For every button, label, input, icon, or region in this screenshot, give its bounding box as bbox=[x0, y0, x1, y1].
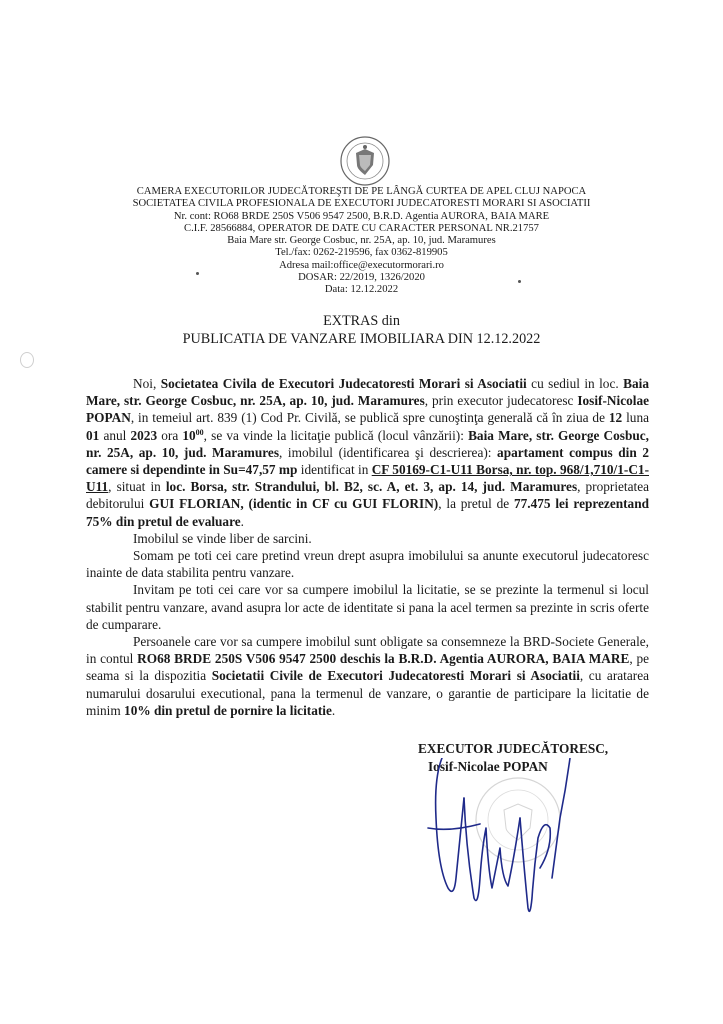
text-run: ora bbox=[157, 427, 183, 443]
text-run: , proprietatea debitorului bbox=[86, 479, 650, 512]
paragraph-announcement bbox=[86, 375, 649, 530]
property-description: apartament compus din 2 camere si dependinte in Su=47,57 mp bbox=[86, 444, 649, 478]
text-run: , cu aratarea numarului dosarului executional, pana la termenul de vanzare, o garantie de participare la licitatie de minim bbox=[86, 668, 649, 718]
text-run: , se va vinde la licitaţie publică (locul vânzării): bbox=[203, 427, 469, 443]
text-run: , prin executor judecatoresc bbox=[424, 393, 578, 409]
paragraph-invitation: Invitam pe toti cei care vor sa cumpere imobilul la licitatie, se se prezinte la termenul si locul stabilit pentru vanzare, avand asupra lor acte de identitate si pana la acel termen sa prezinte in scris oferte de cumparare. bbox=[86, 582, 649, 632]
text-run: anul bbox=[99, 427, 131, 443]
auction-minutes: 00 bbox=[195, 427, 204, 437]
auction-month: 01 bbox=[86, 427, 100, 443]
paragraph-guarantee bbox=[86, 633, 649, 719]
letterhead-email: Adresa mail:office@executormorari.ro bbox=[279, 259, 444, 271]
letterhead-company: SOCIETATEA CIVILA PROFESIONALA DE EXECUTORI JUDECATORESTI MORARI SI ASOCIATII bbox=[132, 198, 591, 210]
signature-name: Iosif-Nicolae POPAN bbox=[428, 759, 548, 774]
text-run: cu sediul in loc. bbox=[526, 376, 624, 391]
signature-strokes bbox=[428, 758, 570, 911]
bank-account: RO68 BRDE 250S V506 9547 2500 bbox=[137, 651, 337, 667]
title-line-2: PUBLICATIA DE VANZARE IMOBILIARA DIN 12.12.2022 bbox=[182, 331, 541, 347]
letterhead-chamber: CAMERA EXECUTORILOR JUDECĂTOREŞTI DE PE LÂNGĂ CURTEA DE APEL CLUJ NAPOCA bbox=[136, 186, 587, 197]
letterhead-file-number: DOSAR: 22/2019, 1326/2020 bbox=[298, 272, 425, 284]
coat-of-arms-seal-icon bbox=[339, 135, 391, 187]
starting-price: 77.475 lei reprezentand 75% din pretul de evaluare bbox=[86, 496, 649, 529]
land-registry-id: CF 50169-C1-U11 Borsa, nr. top. 968/1,710/1-C1-U11 bbox=[86, 462, 649, 495]
auction-hour: 10 bbox=[182, 427, 196, 443]
paragraph-no-encumbrances: Imobilul se vinde liber de sarcini. bbox=[133, 530, 312, 546]
property-location: loc. Borsa, str. Strandului, bl. B2, sc. A, et. 3, ap. 14, jud. Maramures bbox=[165, 479, 578, 495]
letterhead-cif: C.I.F. 28566884, OPERATOR DE DATE CU CARACTER PERSONAL NR.21757 bbox=[184, 222, 539, 234]
document-title bbox=[60, 312, 663, 348]
punch-hole-mark bbox=[20, 352, 34, 368]
speck-mark bbox=[518, 280, 521, 283]
executor-name: Iosif-Nicolae POPAN bbox=[86, 393, 649, 426]
handwritten-signature-with-stamp bbox=[420, 758, 590, 923]
text-run: , in temeiul art. 839 (1) Cod Pr. Civilă, se publică spre cunoştinţa generală că în ziua de bbox=[130, 410, 609, 426]
auction-day: 12 bbox=[608, 410, 623, 426]
signature-role: EXECUTOR JUDECĂTORESC, bbox=[418, 741, 609, 756]
guarantee-amount: 10% din pretul de pornire la licitatie bbox=[124, 702, 332, 718]
text-run: Persoanele care vor sa cumpere imobilul sunt obligate sa consemneze la BRD-Societe Generale, in contul bbox=[86, 634, 649, 667]
debtor-name: GUI FLORIAN, (identic in CF cu GUI FLORIN) bbox=[149, 496, 439, 512]
text-run: , situat in bbox=[108, 479, 166, 495]
letterhead bbox=[60, 186, 663, 297]
text-run: Noi, bbox=[133, 376, 161, 391]
text-run: , la pretul de bbox=[438, 496, 514, 512]
company-address: Baia Mare, str. George Cosbuc, nr. 25A, ap. 10, jud. Maramures bbox=[86, 376, 649, 409]
letterhead-date: Data: 12.12.2022 bbox=[324, 284, 399, 296]
text-run: , pe seama si la dispozitia bbox=[86, 651, 650, 684]
letterhead-phone: Tel./fax: 0262-219596, fax 0362-819905 bbox=[275, 247, 448, 259]
auction-location: Baia Mare, str. George Cosbuc, nr. 25A, ap. 10, jud. Maramures bbox=[86, 427, 649, 460]
auction-year: 2023 bbox=[130, 427, 158, 443]
letterhead-address: Baia Mare str. George Cosbuc, nr. 25A, ap. 10, jud. Maramures bbox=[227, 235, 496, 247]
company-name: Societatea Civila de Executori Judecatoresti Morari si Asociatii bbox=[160, 376, 527, 391]
text-run: luna bbox=[622, 410, 649, 426]
bank-branch: deschis la B.R.D. Agentia AURORA, BAIA MARE bbox=[336, 651, 630, 667]
paragraph-summons: Somam pe toti cei care pretind vreun drept asupra imobilului sa anunte executorul judecatoresc inainte de data stabilita pentru vanzare. bbox=[86, 548, 649, 581]
text-run: identificat in bbox=[297, 462, 372, 478]
text-run: . bbox=[240, 513, 244, 529]
letterhead-account: Nr. cont: RO68 BRDE 250S V506 9547 2500, B.R.D. Agentia AURORA, BAIA MARE bbox=[173, 210, 550, 222]
title-line-1: EXTRAS din bbox=[323, 313, 400, 329]
company-name: Societatii Civile de Executori Judecatoresti Morari si Asociatii bbox=[211, 668, 580, 684]
text-run: , imobilul (identificarea şi descrierea): bbox=[279, 444, 498, 460]
document-body bbox=[86, 375, 649, 719]
speck-mark bbox=[196, 272, 199, 275]
text-run: . bbox=[331, 702, 336, 718]
